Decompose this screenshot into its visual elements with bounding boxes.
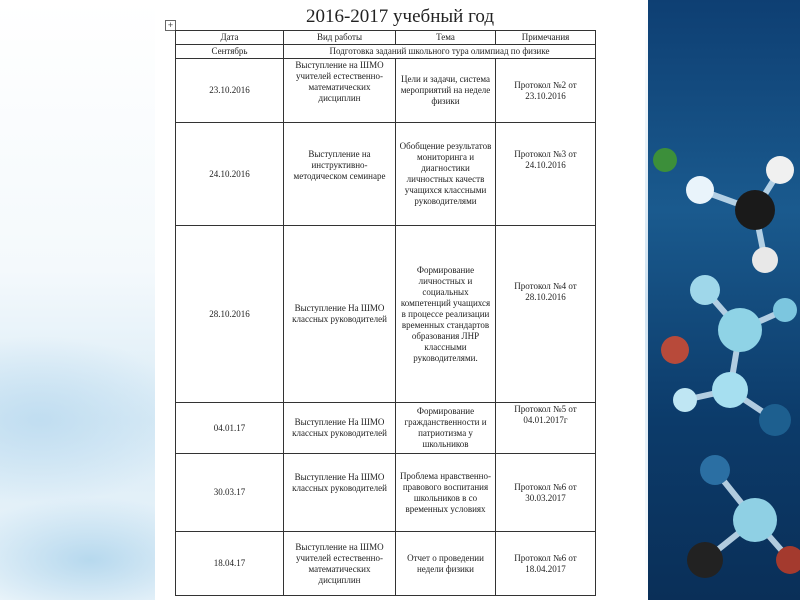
schedule-table: [175, 30, 596, 596]
table-row: [176, 532, 596, 596]
row-date: 18.04.17: [176, 532, 284, 596]
row-note: Протокол №2 от 23.10.2016: [496, 59, 596, 123]
document-page: [155, 0, 645, 600]
row-date: 23.10.2016: [176, 59, 284, 123]
table-row: [176, 123, 596, 226]
row-type: Выступление На ШМО классных руководителей: [284, 403, 396, 454]
header-type: Вид работы: [284, 31, 396, 45]
row-note: Протокол №6 от 30.03.2017: [496, 454, 596, 532]
row-date: 28.10.2016: [176, 226, 284, 403]
row-note: Протокол №3 от 24.10.2016: [496, 123, 596, 226]
row-topic: Обобщение результатов мониторинга и диагностики личностных качеств учащихся классными руководителями: [396, 123, 496, 226]
row-note: Протокол №6 от 18.04.2017: [496, 532, 596, 596]
september-label: Сентябрь: [176, 45, 284, 59]
row-type: Выступление на инструктивно-методическом семинаре: [284, 123, 396, 226]
panel-separator: [645, 0, 648, 600]
header-topic: Тема: [396, 31, 496, 45]
header-notes: Примечания: [496, 31, 596, 45]
page-title: 2016-2017 учебный год: [305, 6, 495, 27]
table-row: [176, 59, 596, 123]
row-topic: Проблема нравственно-правового воспитания школьников в со временных условиях: [396, 454, 496, 532]
row-type: Выступление На ШМО классных руководителей: [284, 454, 396, 532]
table-row: [176, 454, 596, 532]
row-topic: Формирование личностных и социальных компетенций учащихся в процессе реализации временных стандартов образования ЛНР классными руководителями.: [396, 226, 496, 403]
row-type: Выступление на ШМО учителей естественно-математических дисциплин: [284, 59, 396, 123]
row-date: 24.10.2016: [176, 123, 284, 226]
table-anchor-icon[interactable]: +: [165, 20, 176, 31]
row-note: Протокол №4 от 28.10.2016: [496, 226, 596, 403]
table-header-row: [176, 31, 596, 45]
row-topic: Формирование гражданственности и патриотизма у школьников: [396, 403, 496, 454]
row-date: 30.03.17: [176, 454, 284, 532]
row-topic: Отчет о проведении недели физики: [396, 532, 496, 596]
table-row: [176, 226, 596, 403]
molecule-model-icon: [645, 0, 800, 600]
row-note: Протокол №5 от 04.01.2017г: [496, 403, 596, 454]
row-date: 04.01.17: [176, 403, 284, 454]
table-row-september: [176, 45, 596, 59]
row-topic: Цели и задачи, система мероприятий на неделе физики: [396, 59, 496, 123]
september-text: Подготовка заданий школьного тура олимпиад по физике: [284, 45, 596, 59]
header-date: Дата: [176, 31, 284, 45]
table-row: [176, 403, 596, 454]
background-left-panel: [0, 0, 155, 600]
row-type: Выступление На ШМО классных руководителей: [284, 226, 396, 403]
row-type: Выступление на ШМО учителей естественно-математических дисциплин: [284, 532, 396, 596]
molecule-decoration-panel: [645, 0, 800, 600]
